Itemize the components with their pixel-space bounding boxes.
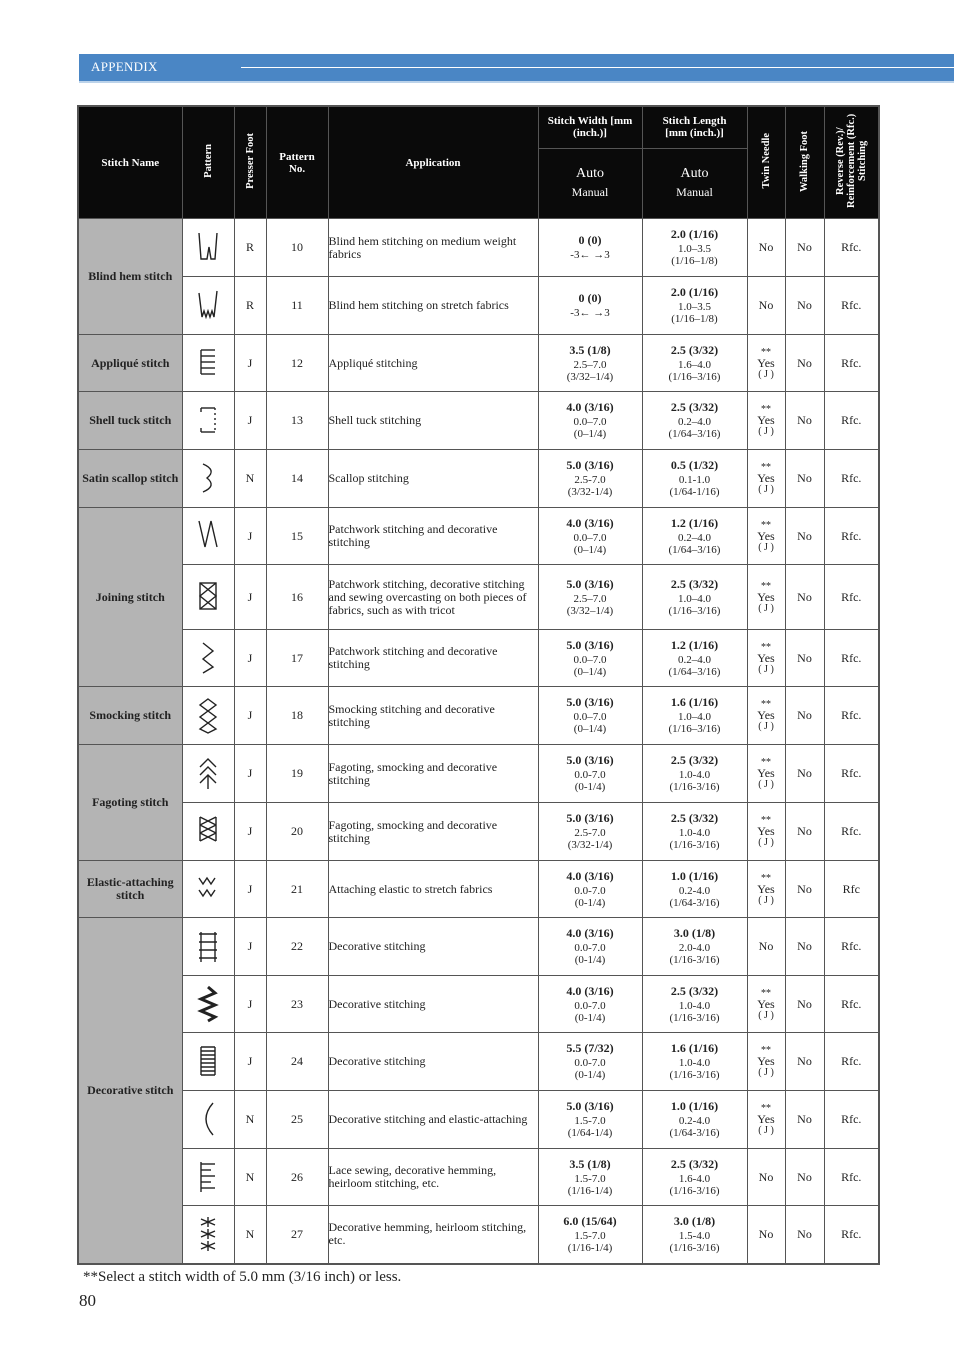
twin-needle: ** Yes ( J ) [747, 630, 785, 687]
joining-overcast-icon [195, 578, 221, 616]
reverse-stitching: Rfc. [824, 1149, 879, 1206]
table-row [78, 1091, 879, 1149]
header-presser-foot: Presser Foot [234, 106, 266, 219]
table-row [78, 745, 879, 803]
stitch-width: 0 (0) -3← →3 [538, 277, 642, 335]
stitch-width: 4.0 (3/16) 0.0-7.0 (0-1/4) [538, 861, 642, 918]
twin-needle: ** Yes ( J ) [747, 392, 785, 450]
stitch-width: 5.0 (3/16) 1.5-7.0 (1/64-1/4) [538, 1091, 642, 1149]
pattern-no: 23 [266, 976, 328, 1033]
pattern-no: 21 [266, 861, 328, 918]
reverse-stitching: Rfc. [824, 335, 879, 392]
pattern-cell [182, 976, 234, 1033]
walking-foot: No [785, 335, 824, 392]
presser-foot: N [234, 1091, 266, 1149]
application: Lace sewing, decorative hemming, heirloom stitching, etc. [328, 1149, 538, 1206]
twin-needle: ** Yes ( J ) [747, 508, 785, 565]
header-length-auto-manual: Auto Manual [642, 148, 747, 218]
page-number: 80 [79, 1291, 96, 1310]
stitch-length: 2.0 (1/16) 1.0–3.5 (1/16–1/8) [642, 277, 747, 335]
blind-hem-icon [195, 229, 221, 267]
presser-foot: R [234, 277, 266, 335]
stitch-length: 2.5 (3/32) 1.6–4.0 (1/16–3/16) [642, 335, 747, 392]
twin-needle: ** Yes ( J ) [747, 1091, 785, 1149]
section-title: APPENDIX [91, 59, 158, 74]
application: Patchwork stitching, decorative stitching and sewing overcasting on both pieces of fabrics, such as with tricot [328, 565, 538, 630]
application: Decorative stitching and elastic-attaching [328, 1091, 538, 1149]
stitch-width: 0 (0) -3← →3 [538, 219, 642, 277]
header-stitch-length: Stitch Length [mm (inch.)] [642, 106, 747, 148]
pattern-cell [182, 1091, 234, 1149]
table-row [78, 450, 879, 508]
stitch-table [77, 105, 880, 1265]
stitch-name: Joining stitch [78, 508, 182, 687]
table-row [78, 861, 879, 918]
table-row [78, 219, 879, 277]
table-row [78, 630, 879, 687]
presser-foot: N [234, 450, 266, 508]
stitch-length: 1.6 (1/16) 1.0-4.0 (1/16-3/16) [642, 1033, 747, 1091]
pattern-cell [182, 450, 234, 508]
application: Decorative stitching [328, 1033, 538, 1091]
stitch-name: Blind hem stitch [78, 219, 182, 335]
reverse-stitching: Rfc. [824, 976, 879, 1033]
table-row [78, 1206, 879, 1264]
application: Smocking stitching and decorative stitching [328, 687, 538, 745]
stitch-length: 1.0 (1/16) 0.2-4.0 (1/64-3/16) [642, 861, 747, 918]
application: Fagoting, smocking and decorative stitching [328, 803, 538, 861]
stitch-width: 5.5 (7/32) 0.0-7.0 (0-1/4) [538, 1033, 642, 1091]
reverse-stitching: Rfc. [824, 219, 879, 277]
header-pattern-no: Pattern No. [266, 106, 328, 219]
presser-foot: N [234, 1149, 266, 1206]
twin-needle: ** Yes ( J ) [747, 803, 785, 861]
presser-foot: J [234, 918, 266, 976]
stitch-width: 6.0 (15/64) 1.5-7.0 (1/16-1/4) [538, 1206, 642, 1264]
satin-bead-icon [195, 1043, 221, 1081]
table-row [78, 1033, 879, 1091]
reverse-stitching: Rfc. [824, 450, 879, 508]
reverse-stitching: Rfc. [824, 392, 879, 450]
presser-foot: J [234, 1033, 266, 1091]
reverse-stitching: Rfc. [824, 745, 879, 803]
reverse-stitching: Rfc. [824, 630, 879, 687]
pattern-no: 20 [266, 803, 328, 861]
presser-foot: J [234, 630, 266, 687]
twin-needle: No [747, 219, 785, 277]
presser-foot: N [234, 1206, 266, 1264]
pattern-no: 27 [266, 1206, 328, 1264]
application: Decorative hemming, heirloom stitching, etc. [328, 1206, 538, 1264]
stitch-length: 3.0 (1/8) 1.5-4.0 (1/16-3/16) [642, 1206, 747, 1264]
twin-needle: No [747, 918, 785, 976]
pattern-cell [182, 1149, 234, 1206]
section-banner [79, 54, 954, 81]
pattern-cell [182, 565, 234, 630]
table-row [78, 392, 879, 450]
presser-foot: J [234, 508, 266, 565]
reverse-stitching: Rfc. [824, 277, 879, 335]
stitch-length: 1.6 (1/16) 1.0–4.0 (1/16–3/16) [642, 687, 747, 745]
table-row [78, 976, 879, 1033]
smocking-icon [195, 697, 221, 735]
walking-foot: No [785, 861, 824, 918]
pattern-cell [182, 1206, 234, 1264]
pattern-no: 12 [266, 335, 328, 392]
application: Patchwork stitching and decorative stitching [328, 630, 538, 687]
twin-needle: ** Yes ( J ) [747, 450, 785, 508]
twin-needle: ** Yes ( J ) [747, 861, 785, 918]
walking-foot: No [785, 219, 824, 277]
pattern-cell [182, 918, 234, 976]
star-chain-icon [195, 1215, 221, 1253]
stitch-length: 2.5 (3/32) 0.2–4.0 (1/64–3/16) [642, 392, 747, 450]
walking-foot: No [785, 745, 824, 803]
table-row [78, 565, 879, 630]
pattern-no: 10 [266, 219, 328, 277]
walking-foot: No [785, 392, 824, 450]
presser-foot: J [234, 861, 266, 918]
stitch-length: 1.2 (1/16) 0.2–4.0 (1/64–3/16) [642, 630, 747, 687]
walking-foot: No [785, 918, 824, 976]
reverse-stitching: Rfc. [824, 803, 879, 861]
application: Attaching elastic to stretch fabrics [328, 861, 538, 918]
stitch-length: 0.5 (1/32) 0.1-1.0 (1/64-1/16) [642, 450, 747, 508]
pattern-cell [182, 277, 234, 335]
stitch-length: 2.0 (1/16) 1.0–3.5 (1/16–1/8) [642, 219, 747, 277]
pattern-cell [182, 630, 234, 687]
walking-foot: No [785, 508, 824, 565]
pattern-no: 25 [266, 1091, 328, 1149]
twin-needle: No [747, 1206, 785, 1264]
stitch-name: Satin scallop stitch [78, 450, 182, 508]
walking-foot: No [785, 1149, 824, 1206]
walking-foot: No [785, 687, 824, 745]
pattern-no: 18 [266, 687, 328, 745]
pattern-cell [182, 335, 234, 392]
header-application: Application [328, 106, 538, 219]
stitch-length: 2.5 (3/32) 1.0–4.0 (1/16–3/16) [642, 565, 747, 630]
joining-zigzag-icon [195, 517, 221, 555]
application: Shell tuck stitching [328, 392, 538, 450]
table-row [78, 277, 879, 335]
pattern-cell [182, 508, 234, 565]
pattern-cell [182, 745, 234, 803]
stitch-width: 4.0 (3/16) 0.0–7.0 (0–1/4) [538, 508, 642, 565]
twin-needle: ** Yes ( J ) [747, 1033, 785, 1091]
walking-foot: No [785, 803, 824, 861]
presser-foot: J [234, 392, 266, 450]
walking-foot: No [785, 565, 824, 630]
banner-rule [241, 67, 954, 68]
fagoting-chevron-icon [195, 755, 221, 793]
stitch-width: 4.0 (3/16) 0.0-7.0 (0-1/4) [538, 918, 642, 976]
curve-icon [195, 1101, 221, 1139]
stitch-width: 5.0 (3/16) 0.0-7.0 (0-1/4) [538, 745, 642, 803]
pattern-no: 19 [266, 745, 328, 803]
stitch-length: 2.5 (3/32) 1.6-4.0 (1/16-3/16) [642, 1149, 747, 1206]
pattern-no: 16 [266, 565, 328, 630]
application: Decorative stitching [328, 976, 538, 1033]
reverse-stitching: Rfc. [824, 1206, 879, 1264]
pattern-no: 24 [266, 1033, 328, 1091]
stitch-width: 4.0 (3/16) 0.0-7.0 (0-1/4) [538, 976, 642, 1033]
presser-foot: J [234, 803, 266, 861]
stitch-name: Smocking stitch [78, 687, 182, 745]
table-row [78, 335, 879, 392]
pattern-cell [182, 219, 234, 277]
stitch-name: Decorative stitch [78, 918, 182, 1264]
stitch-length: 1.0 (1/16) 0.2-4.0 (1/64-3/16) [642, 1091, 747, 1149]
stitch-length: 1.2 (1/16) 0.2–4.0 (1/64–3/16) [642, 508, 747, 565]
application: Appliqué stitching [328, 335, 538, 392]
application: Fagoting, smocking and decorative stitching [328, 745, 538, 803]
pattern-no: 13 [266, 392, 328, 450]
diamond-chain-icon [195, 985, 221, 1023]
ladder-icon [195, 928, 221, 966]
twin-needle: ** Yes ( J ) [747, 976, 785, 1033]
stitch-width: 5.0 (3/16) 0.0–7.0 (0–1/4) [538, 687, 642, 745]
satin-scallop-icon [195, 460, 221, 498]
header-stitch-name: Stitch Name [78, 106, 182, 219]
walking-foot: No [785, 450, 824, 508]
presser-foot: J [234, 687, 266, 745]
table-row [78, 508, 879, 565]
header-pattern: Pattern [182, 106, 234, 219]
header-reverse: Reverse (Rev.)/ Reinforcement (Rfc.) Stitching [824, 106, 879, 219]
walking-foot: No [785, 1206, 824, 1264]
stitch-width: 5.0 (3/16) 2.5-7.0 (3/32-1/4) [538, 803, 642, 861]
header-twin-needle: Twin Needle [747, 106, 785, 219]
footnote: **Select a stitch width of 5.0 mm (3/16 inch) or less. [83, 1269, 402, 1285]
pattern-cell [182, 861, 234, 918]
table-row [78, 687, 879, 745]
banner-stripe [79, 81, 954, 83]
elastic-attaching-icon [195, 870, 221, 908]
presser-foot: J [234, 976, 266, 1033]
walking-foot: No [785, 630, 824, 687]
pattern-no: 26 [266, 1149, 328, 1206]
blind-hem-stretch-icon [195, 287, 221, 325]
shell-tuck-icon [195, 402, 221, 440]
twin-needle: ** Yes ( J ) [747, 745, 785, 803]
table-row [78, 803, 879, 861]
lace-comb-icon [195, 1158, 221, 1196]
walking-foot: No [785, 1091, 824, 1149]
twin-needle: ** Yes ( J ) [747, 565, 785, 630]
application: Blind hem stitching on medium weight fabrics [328, 219, 538, 277]
walking-foot: No [785, 1033, 824, 1091]
pattern-cell [182, 687, 234, 745]
pattern-no: 22 [266, 918, 328, 976]
reverse-stitching: Rfc. [824, 1091, 879, 1149]
stitch-name: Elastic-attaching stitch [78, 861, 182, 918]
stitch-name: Shell tuck stitch [78, 392, 182, 450]
stitch-width: 5.0 (3/16) 2.5–7.0 (3/32–1/4) [538, 565, 642, 630]
stitch-width: 5.0 (3/16) 2.5-7.0 (3/32-1/4) [538, 450, 642, 508]
header-walking-foot: Walking Foot [785, 106, 824, 219]
twin-needle: ** Yes ( J ) [747, 335, 785, 392]
walking-foot: No [785, 277, 824, 335]
stitch-width: 4.0 (3/16) 0.0–7.0 (0–1/4) [538, 392, 642, 450]
application: Decorative stitching [328, 918, 538, 976]
stitch-name: Appliqué stitch [78, 335, 182, 392]
pattern-no: 11 [266, 277, 328, 335]
pattern-cell [182, 392, 234, 450]
pattern-no: 14 [266, 450, 328, 508]
reverse-stitching: Rfc. [824, 508, 879, 565]
stitch-width: 3.5 (1/8) 2.5–7.0 (3/32–1/4) [538, 335, 642, 392]
walking-foot: No [785, 976, 824, 1033]
stitch-length: 2.5 (3/32) 1.0-4.0 (1/16-3/16) [642, 976, 747, 1033]
reverse-stitching: Rfc. [824, 1033, 879, 1091]
application: Patchwork stitching and decorative stitching [328, 508, 538, 565]
stitch-length: 2.5 (3/32) 1.0-4.0 (1/16-3/16) [642, 745, 747, 803]
presser-foot: J [234, 745, 266, 803]
pattern-no: 17 [266, 630, 328, 687]
presser-foot: R [234, 219, 266, 277]
pattern-cell [182, 1033, 234, 1091]
reverse-stitching: Rfc [824, 861, 879, 918]
stitch-width: 5.0 (3/16) 0.0–7.0 (0–1/4) [538, 630, 642, 687]
pattern-no: 15 [266, 508, 328, 565]
presser-foot: J [234, 335, 266, 392]
table-row [78, 1149, 879, 1206]
stitch-name: Fagoting stitch [78, 745, 182, 861]
stitch-width: 3.5 (1/8) 1.5-7.0 (1/16-1/4) [538, 1149, 642, 1206]
reverse-stitching: Rfc. [824, 918, 879, 976]
twin-needle: No [747, 1149, 785, 1206]
stitch-length: 3.0 (1/8) 2.0-4.0 (1/16-3/16) [642, 918, 747, 976]
stitch-length: 2.5 (3/32) 1.0-4.0 (1/16-3/16) [642, 803, 747, 861]
twin-needle: ** Yes ( J ) [747, 687, 785, 745]
application: Scallop stitching [328, 450, 538, 508]
twin-needle: No [747, 277, 785, 335]
application: Blind hem stitching on stretch fabrics [328, 277, 538, 335]
header-stitch-width: Stitch Width [mm (inch.)] [538, 106, 642, 148]
table-row [78, 918, 879, 976]
applique-icon [195, 344, 221, 382]
reverse-stitching: Rfc. [824, 565, 879, 630]
pattern-cell [182, 803, 234, 861]
reverse-stitching: Rfc. [824, 687, 879, 745]
joining-feather-icon [195, 639, 221, 677]
fagoting-cross-icon [195, 813, 221, 851]
presser-foot: J [234, 565, 266, 630]
header-width-auto-manual: Auto Manual [538, 148, 642, 218]
